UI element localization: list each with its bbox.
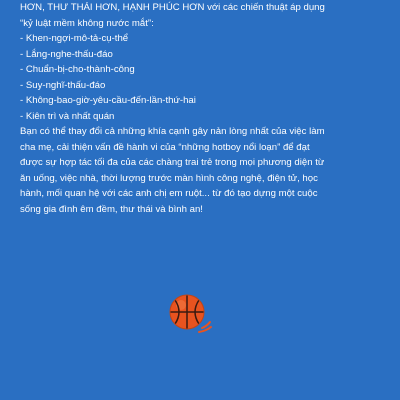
- basketball-icon: [166, 290, 216, 340]
- description-text: [20, 0, 382, 217]
- tactic-item: - Lắng-nghe-thấu-đáo: [20, 48, 113, 60]
- body-line: cha mẹ, cải thiện vấn đề hành vi của “những hotboy nổi loạn” để đạt: [20, 141, 310, 153]
- motion-streak: [202, 322, 210, 328]
- body-line: được sự hợp tác tối đa của các chàng trai trẻ trong mọi phương diện từ: [20, 157, 325, 168]
- tactic-item: - Chuẩn-bị-cho-thành-công: [20, 64, 135, 75]
- body-line: sống gia đình êm đềm, thư thái và bình an!: [20, 203, 203, 215]
- intro-line-2: “kỷ luật mềm không nước mắt”:: [20, 17, 154, 29]
- tactic-item: - Suy-nghĩ-thấu-đáo: [20, 79, 106, 91]
- basketball-graphic: [166, 290, 216, 340]
- motion-streak: [199, 327, 211, 332]
- intro-line-1: HƠN, THƯ THÁI HƠN, HẠNH PHÚC HƠN với các chiến thuật áp dụng: [20, 2, 325, 13]
- body-line: ăn uống, việc nhà, thời lượng trước màn hình công nghệ, điện tử, học: [20, 172, 318, 184]
- body-line: hành, mối quan hệ với các anh chị em ruột... từ đó tạo dựng một cuộc: [20, 188, 318, 199]
- tactic-item: - Kiên trì và nhất quán: [20, 110, 115, 122]
- tactic-item: - Không-bao-giờ-yêu-cầu-đến-lần-thứ-hai: [20, 95, 196, 106]
- body-line: Bạn có thể thay đổi cả những khía cạnh gây nản lòng nhất của việc làm: [20, 126, 325, 137]
- tactic-item: - Khen-ngợi-mô-tả-cụ-thể: [20, 33, 129, 44]
